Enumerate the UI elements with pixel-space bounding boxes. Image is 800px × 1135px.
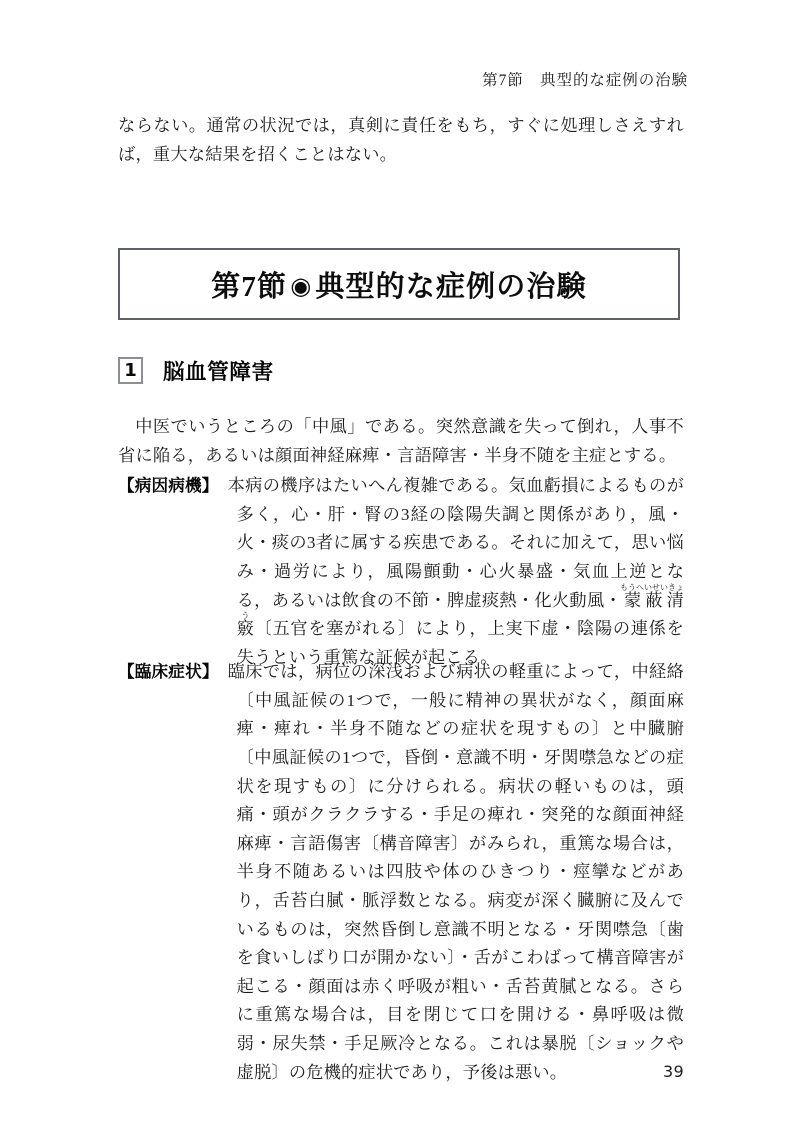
subsection-heading xyxy=(118,355,274,386)
section-title-text xyxy=(211,264,587,305)
intro-paragraph: 中医でいうところの「中風」である。突然意識を失って倒れ，人事不省に陥る，あるいは顔面神経麻痺・言語障害・半身不随を主症とする。 xyxy=(118,417,684,465)
section-title-prefix: 第7節 xyxy=(211,270,288,303)
etiology-ruby-reading: もうへいせいきょう xyxy=(236,582,684,621)
symptoms-block xyxy=(118,641,684,1104)
symptoms-paragraph xyxy=(118,658,684,1087)
symptoms-label: 【臨床症状】 xyxy=(118,662,211,682)
etiology-text-before-ruby: 本病の機序はたいへん複雑である。気血虧損によるものが多く，心・肝・腎の3経の陰陽失調と関係があり，風・火・痰の3者に属する疾患である。それに加えて，思い悩み・過労により，風陽顫動・心火暴盛・気血上逆となる，あるいは飲食の不節・脾虚痰熱・化火動風・ xyxy=(227,476,684,610)
subsection-number-badge: 1 xyxy=(118,357,143,384)
symptoms-text: 臨床では，病位の深浅および病状の軽重によって，中経絡〔中風証候の1つで，一般に精神の異状がなく，顔面麻痺・痺れ・半身不随などの症状を現すもの〕と中臓腑〔中風証候の1つで，昏倒・意識不明・牙関噤急などの症状を現すもの〕に分けられる。病状の軽いものは，頭痛・頭がクラクラする・手足の痺れ・突発的な顔面神経麻痺・言語傷害〔構音障害〕がみられ，重篤な場合は，半身不随あるいは四肢や体のひきつり・痙攣などがあり，舌苔白膩・脈浮数となる。病変が深く臓腑に及んでいるものは，突然昏倒し意識不明となる・牙関噤急〔歯を食いしばり口が開かない〕・舌がこわばって構音障害が起こる・顔面は赤く呼吸が粗い・舌苔黄膩となる。さらに重篤な場合は，目を閉じて口を開ける・鼻呼吸は微弱・尿失禁・手足厥冷となる。これは暴脱〔ショックや虚脱〕の危機的症状であり，予後は悪い。 xyxy=(227,662,684,1082)
subsection-title: 脳血管障害 xyxy=(163,360,274,385)
page-number: 39 xyxy=(663,1062,684,1081)
etiology-text-after-ruby: 〔五官を塞がれる〕により，上実下虚・陰陽の連係を失うという重篤な証候が起こる。 xyxy=(236,619,684,667)
etiology-ruby-base: 蒙蔽清竅 xyxy=(236,590,684,639)
section-title-box xyxy=(118,248,680,320)
etiology-label-gap xyxy=(210,476,227,495)
symptoms-label-gap xyxy=(210,662,227,681)
lead-paragraph: ならない。通常の状況では，真剣に責任をもち，すぐに処理しさえすれば，重大な結果を招くことはない。 xyxy=(118,116,684,164)
etiology-label: 【病因病機】 xyxy=(118,476,211,496)
section-title-name: 典型的な症例の治験 xyxy=(315,270,587,303)
running-head: 第7節 典型的な症例の治験 xyxy=(482,72,688,89)
section-title-bullet-icon: ◉ xyxy=(290,273,313,300)
lead-paragraph-container xyxy=(118,112,684,169)
